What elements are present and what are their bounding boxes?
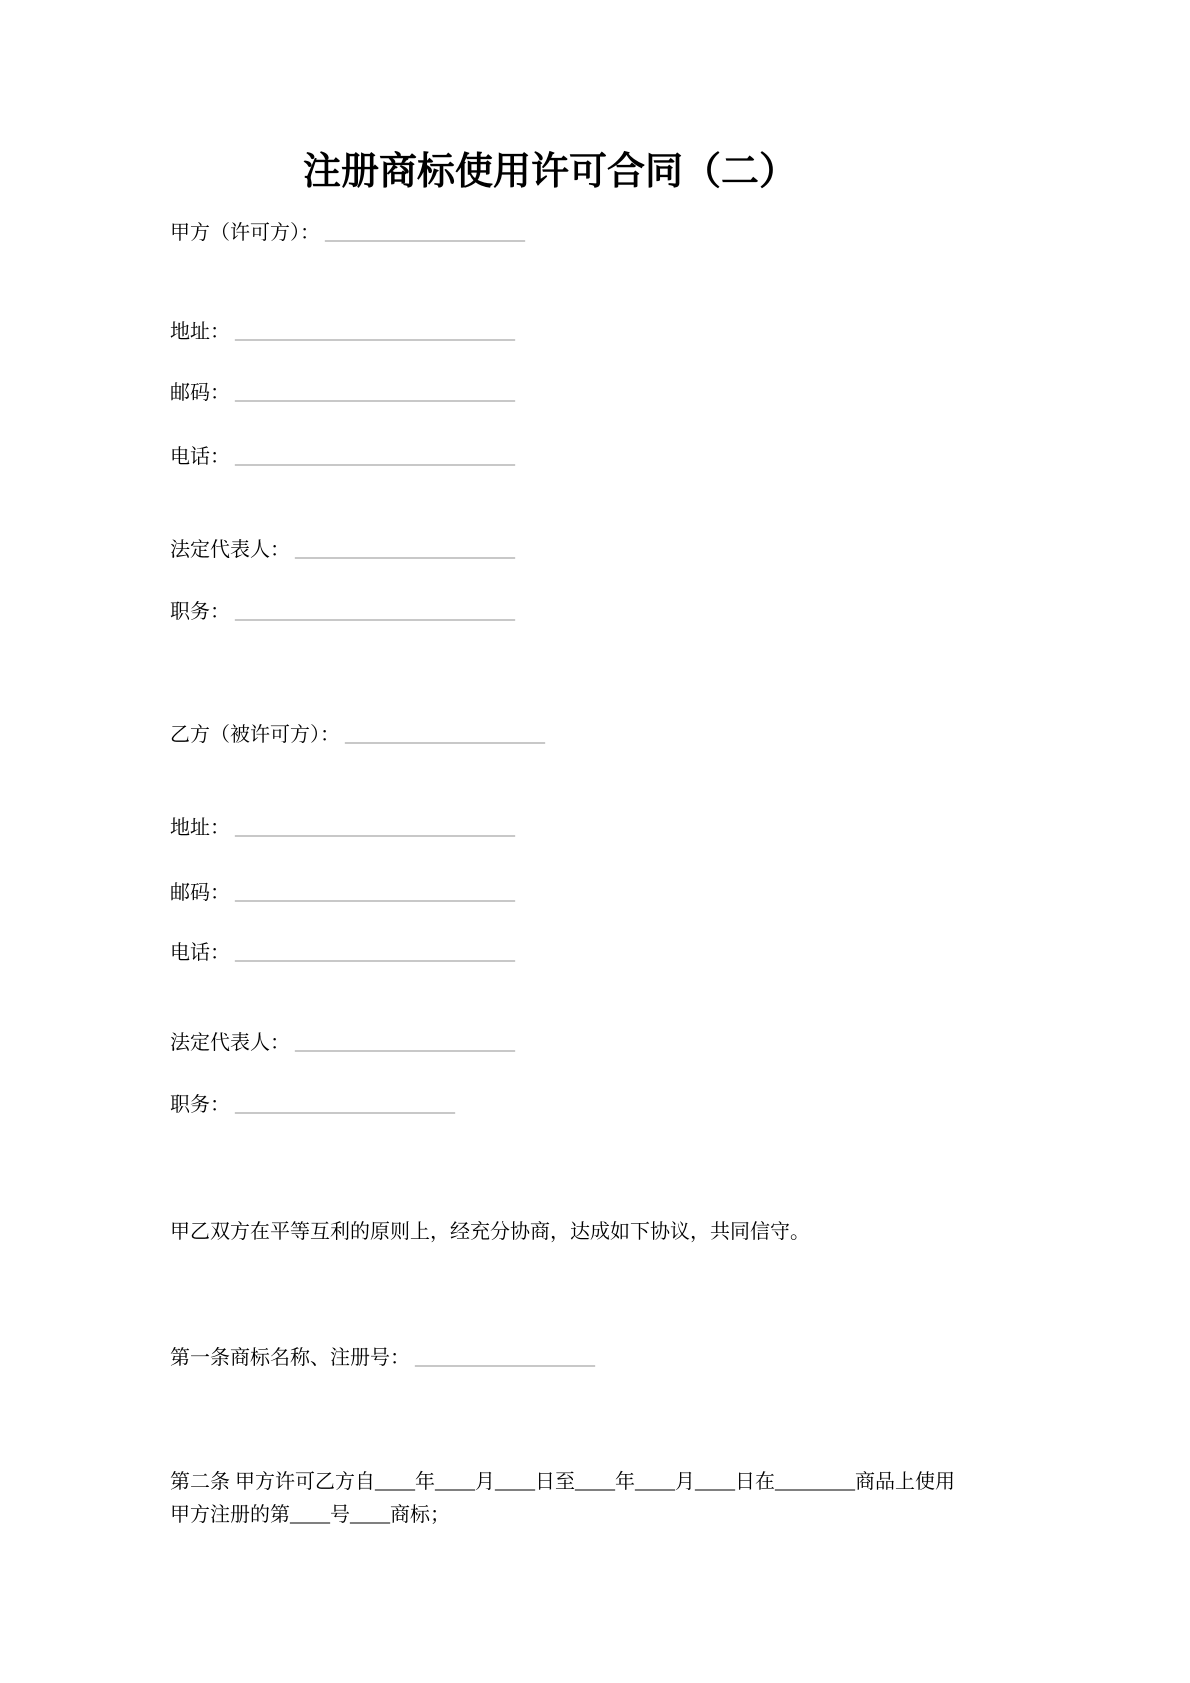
party-a-name-line — [170, 217, 525, 250]
party-b-position-blank: ______________________ — [235, 1094, 455, 1116]
party-b-name-label: 乙方（被许可方）： — [170, 724, 340, 746]
party-a-postcode-label: 邮码： — [170, 382, 230, 404]
party-a-position-label: 职务： — [170, 601, 230, 623]
party-b-address-line — [170, 812, 515, 845]
party-b-representative-line — [170, 1027, 515, 1060]
preamble-text: 甲乙双方在平等互利的原则上，经充分协商，达成如下协议，共同信守。 — [170, 1221, 810, 1243]
document-title: 注册商标使用许可合同（二） — [302, 151, 797, 193]
party-a-phone-line — [170, 441, 515, 474]
party-a-name-label: 甲方（许可方）： — [170, 222, 320, 244]
article-2-paragraph — [170, 1466, 1040, 1532]
party-b-representative-blank: ______________________ — [295, 1032, 515, 1054]
party-a-phone-blank: ____________________________ — [235, 446, 515, 468]
party-a-representative-line — [170, 534, 515, 567]
party-a-representative-label: 法定代表人： — [170, 539, 290, 561]
article-1-line — [170, 1342, 595, 1375]
party-b-position-line — [170, 1089, 455, 1122]
party-a-position-line — [170, 596, 515, 629]
party-a-postcode-blank: ____________________________ — [235, 382, 515, 404]
party-a-address-blank: ____________________________ — [235, 321, 515, 343]
party-b-postcode-label: 邮码： — [170, 882, 230, 904]
party-a-address-line — [170, 316, 515, 349]
party-a-phone-label: 电话： — [170, 446, 230, 468]
party-b-postcode-line — [170, 877, 515, 910]
party-b-address-blank: ____________________________ — [235, 817, 515, 839]
party-b-postcode-blank: ____________________________ — [235, 882, 515, 904]
article-2-text-line-1: 第二条 甲方许可乙方自____年____月____日至____年____月____日在________商品上使用 — [170, 1471, 955, 1493]
party-a-position-blank: ____________________________ — [235, 601, 515, 623]
party-b-representative-label: 法定代表人： — [170, 1032, 290, 1054]
party-b-position-label: 职务： — [170, 1094, 230, 1116]
party-b-phone-blank: ____________________________ — [235, 942, 515, 964]
party-b-name-blank: ____________________ — [345, 724, 545, 746]
article-1-blank: __________________ — [415, 1347, 595, 1369]
party-b-name-line — [170, 719, 545, 752]
party-b-phone-label: 电话： — [170, 942, 230, 964]
article-2-text-line-2: 甲方注册的第____号____商标； — [170, 1504, 450, 1526]
party-a-representative-blank: ______________________ — [295, 539, 515, 561]
party-a-address-label: 地址： — [170, 321, 230, 343]
article-1-label: 第一条商标名称、注册号： — [170, 1347, 410, 1369]
party-a-postcode-line — [170, 377, 515, 410]
party-b-address-label: 地址： — [170, 817, 230, 839]
party-b-phone-line — [170, 937, 515, 970]
party-a-name-blank: ____________________ — [325, 222, 525, 244]
